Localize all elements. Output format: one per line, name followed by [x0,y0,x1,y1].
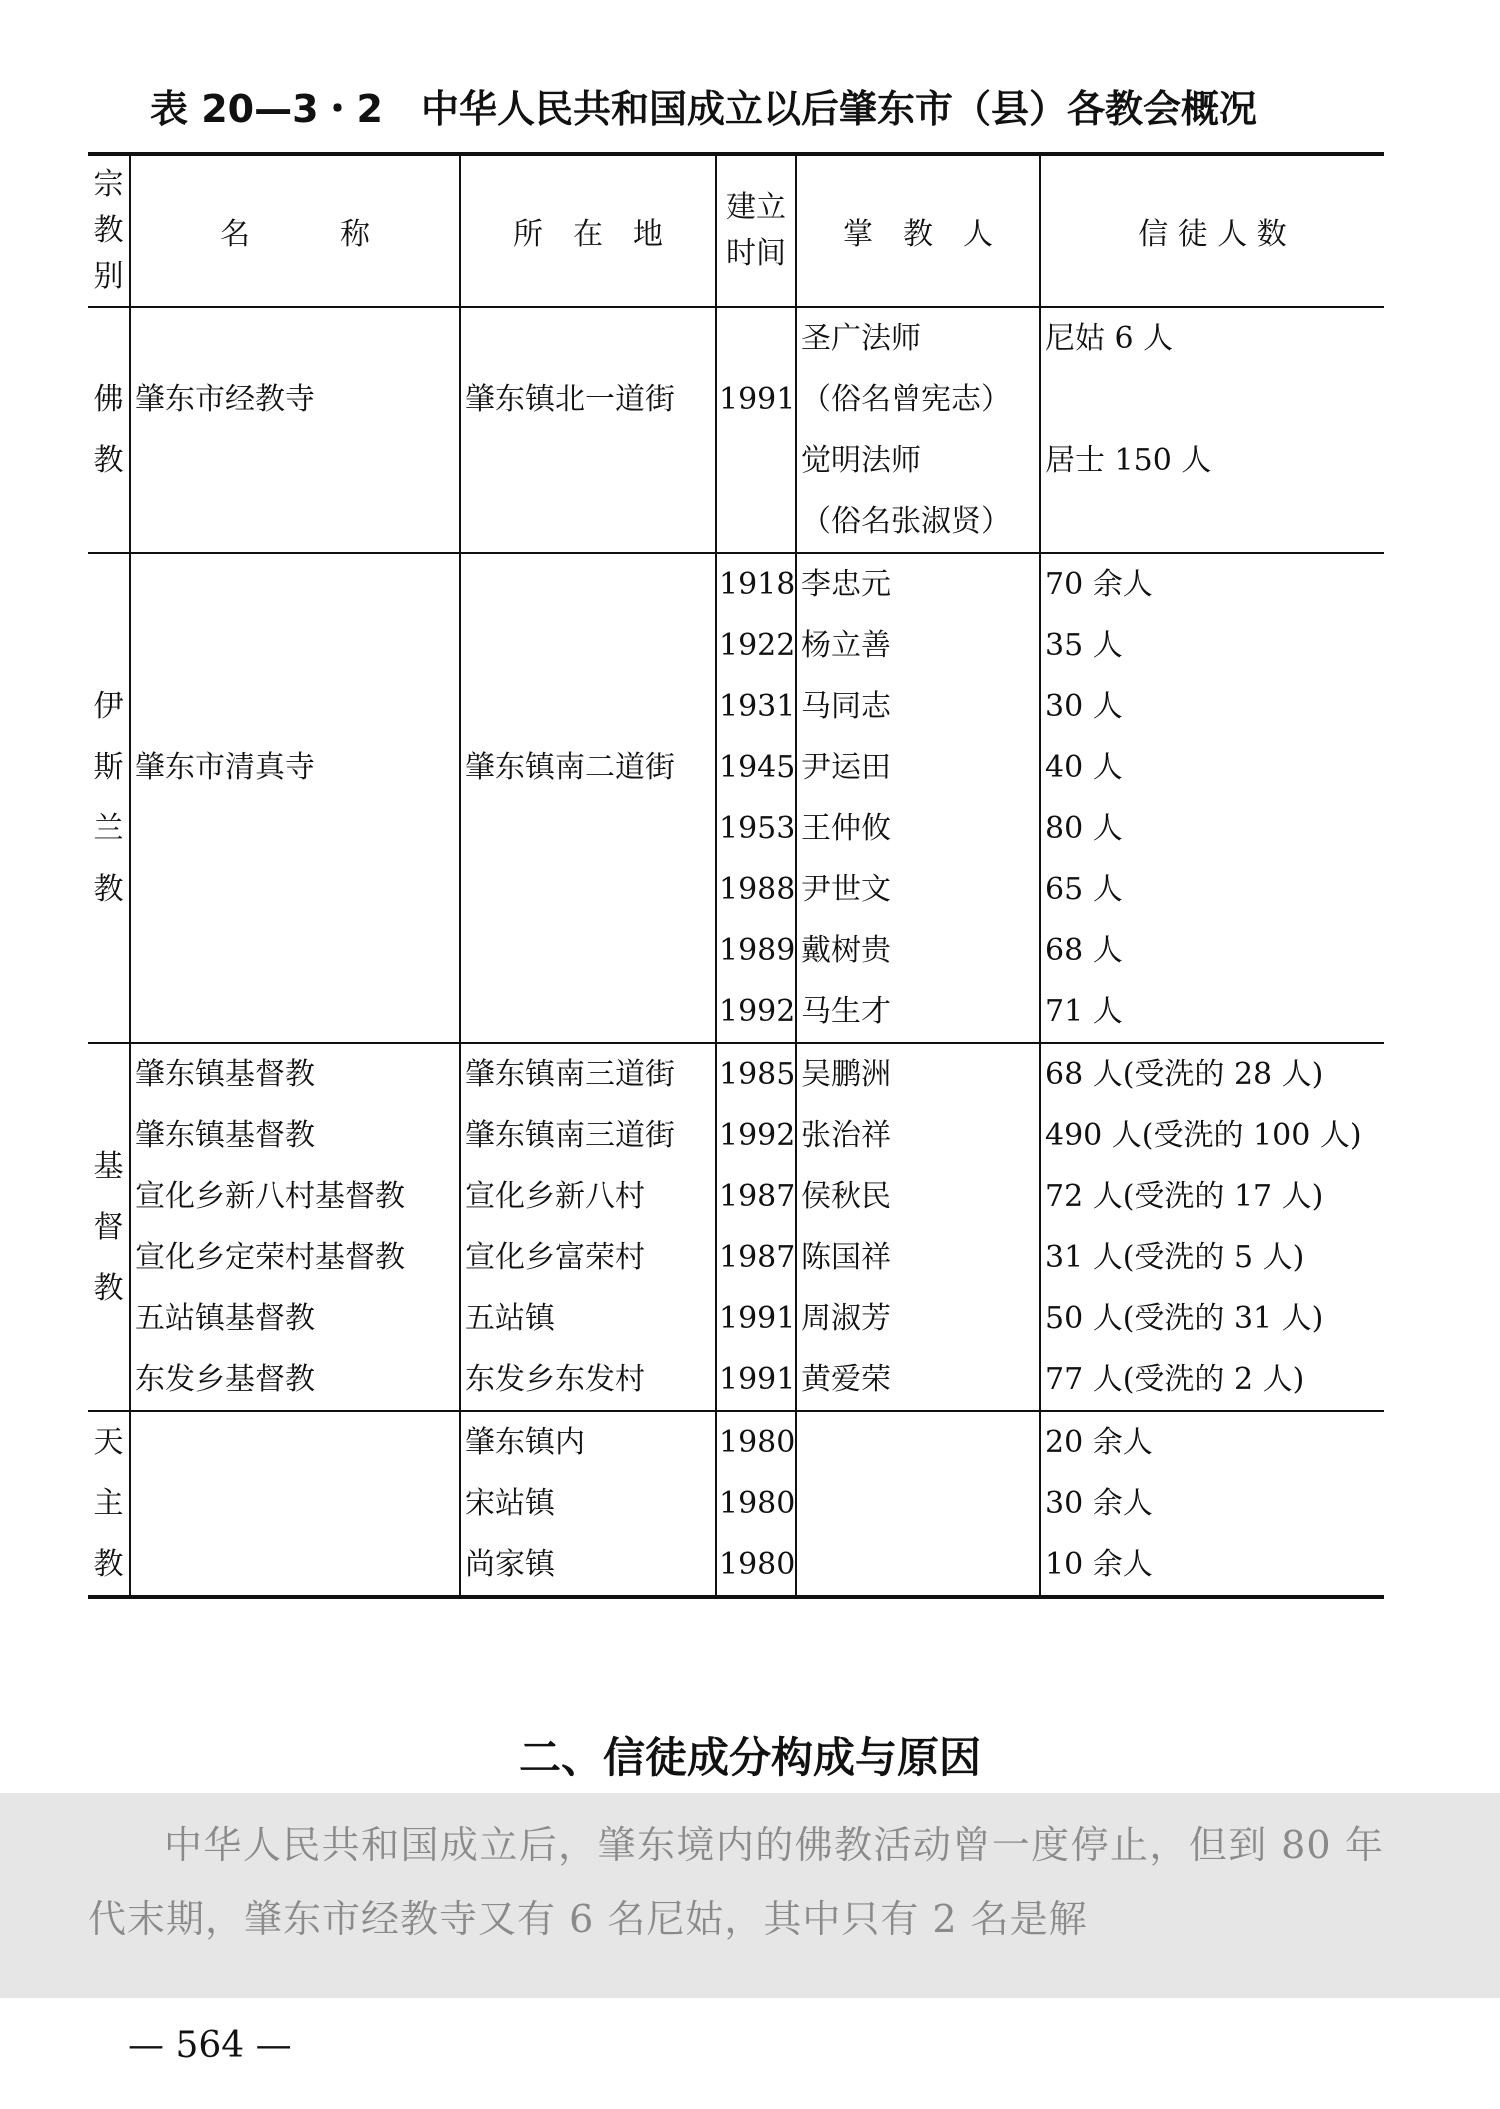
location-value: 肇东镇南二道街 [465,750,675,785]
year-value: 1931 [719,689,796,724]
churches-table-container [88,152,1384,1599]
year-value: 1945 [719,750,796,785]
section-title: 二、信徒成分构成与原因 [518,1733,981,1782]
churches-table [88,152,1384,1599]
leader-value: 侯秋民 [801,1179,891,1214]
year-cell [716,1411,796,1597]
location-value: 五站镇 [465,1301,555,1336]
religion-cell [88,307,130,553]
leader-cell [796,1043,1040,1411]
followers-value: 77 人(受洗的 2 人) [1045,1362,1305,1397]
name-value [135,308,455,369]
location-value [465,308,711,369]
location-value [465,981,711,1042]
followers-value [1045,491,1380,552]
name-value [135,1473,455,1534]
name-value: 肇东镇基督教 [135,1057,315,1092]
header-religion: 宗教别 [88,154,130,307]
table-group-row [88,1043,1384,1411]
body-paragraph: 中华人民共和国成立后，肇东境内的佛教活动曾一度停止，但到 80 年代末期，肇东市经教寺又有 6 名尼姑，其中只有 2 名是解 [88,1823,1384,1941]
leader-value: 李忠元 [801,567,891,602]
name-value: 东发乡基督教 [135,1362,315,1397]
year-value: 1918 [719,567,796,602]
name-value [135,798,455,859]
name-value [135,615,455,676]
name-value: 肇东镇基督教 [135,1118,315,1153]
followers-value: 31 人(受洗的 5 人) [1045,1240,1305,1275]
religion-cell [88,1411,130,1597]
followers-value: 68 人(受洗的 28 人) [1045,1057,1324,1092]
followers-value: 尼姑 6 人 [1045,321,1174,356]
header-name: 名 称 [130,154,460,307]
leader-value: （俗名曾宪志） [801,382,1011,417]
year-value: 1992 [719,994,796,1029]
year-value: 1985 [719,1057,796,1092]
followers-value: 35 人 [1045,628,1123,663]
year-value: 1980 [719,1486,796,1521]
year-cell [716,307,796,553]
name-value [135,491,455,552]
location-value: 肇东镇北一道街 [465,382,675,417]
year-value [719,430,793,491]
header-followers: 信 徒 人 数 [1040,154,1384,307]
leader-value: （俗名张淑贤） [801,504,1011,539]
followers-cell [1040,307,1384,553]
location-value: 宣化乡富荣村 [465,1240,645,1275]
year-value: 1953 [719,811,796,846]
table-group-row [88,1411,1384,1597]
name-cell [130,1043,460,1411]
table-group-row [88,307,1384,553]
followers-value: 70 余人 [1045,567,1153,602]
name-value [135,859,455,920]
religion-label: 佛教 [93,382,124,478]
page-number: — 564 — [128,2025,292,2066]
religion-cell [88,553,130,1043]
location-value: 肇东镇内 [465,1425,585,1460]
table-header-row [88,154,1384,307]
year-value: 1991 [719,1362,796,1397]
header-year: 建立时间 [716,154,796,307]
leader-value: 尹世文 [801,872,891,907]
location-value [465,676,711,737]
leader-cell [796,307,1040,553]
location-value: 肇东镇南三道街 [465,1057,675,1092]
name-value: 肇东市清真寺 [135,750,315,785]
location-value [465,798,711,859]
location-value [465,859,711,920]
year-value [719,308,793,369]
followers-value [1045,369,1380,430]
year-value: 1987 [719,1179,796,1214]
location-value [465,554,711,615]
name-value [135,430,455,491]
location-cell [460,553,716,1043]
followers-value: 80 人 [1045,811,1123,846]
location-value [465,615,711,676]
name-value: 五站镇基督教 [135,1301,315,1336]
location-value [465,430,711,491]
followers-value: 居士 150 人 [1045,443,1212,478]
leader-value: 尹运田 [801,750,891,785]
followers-value: 30 余人 [1045,1486,1153,1521]
leader-value: 马同志 [801,689,891,724]
year-cell [716,1043,796,1411]
leader-value: 张治祥 [801,1118,891,1153]
leader-value [801,1534,1035,1595]
location-value: 尚家镇 [465,1547,555,1582]
table-group-row [88,553,1384,1043]
year-value [719,491,793,552]
followers-value: 30 人 [1045,689,1123,724]
location-value: 东发乡东发村 [465,1362,645,1397]
location-value [465,491,711,552]
followers-cell [1040,1043,1384,1411]
year-value: 1980 [719,1425,796,1460]
name-cell [130,553,460,1043]
year-cell [716,553,796,1043]
followers-value: 65 人 [1045,872,1123,907]
leader-value [801,1473,1035,1534]
year-value: 1988 [719,872,796,907]
followers-value: 40 人 [1045,750,1123,785]
name-value [135,920,455,981]
religion-cell [88,1043,130,1411]
name-value [135,676,455,737]
name-value: 宣化乡新八村基督教 [135,1179,405,1214]
name-value: 宣化乡定荣村基督教 [135,1240,405,1275]
year-value: 1922 [719,628,796,663]
followers-value: 72 人(受洗的 17 人) [1045,1179,1324,1214]
name-cell [130,1411,460,1597]
name-value: 肇东市经教寺 [135,382,315,417]
name-value [135,554,455,615]
table-title: 表 20—3・2 中华人民共和国成立以后肇东市（县）各教会概况 [150,87,1257,131]
year-value: 1989 [719,933,796,968]
leader-value [801,1412,1035,1473]
followers-value: 490 人(受洗的 100 人) [1045,1118,1362,1153]
followers-cell [1040,553,1384,1043]
followers-value: 50 人(受洗的 31 人) [1045,1301,1324,1336]
year-value: 1980 [719,1547,796,1582]
leader-cell [796,1411,1040,1597]
location-cell [460,1043,716,1411]
location-value [465,920,711,981]
leader-value: 圣广法师 [801,321,921,356]
name-value [135,1534,455,1595]
leader-value: 周淑芳 [801,1301,891,1336]
name-cell [130,307,460,553]
leader-value: 黄爱荣 [801,1362,891,1397]
followers-cell [1040,1411,1384,1597]
followers-value: 10 余人 [1045,1547,1153,1582]
leader-value: 戴树贵 [801,933,891,968]
followers-value: 20 余人 [1045,1425,1153,1460]
table-body [88,307,1384,1597]
religion-label: 基督教 [93,1148,124,1306]
year-value: 1991 [719,382,796,417]
religion-label: 伊斯兰教 [93,689,124,907]
leader-value: 吴鹏洲 [801,1057,891,1092]
leader-value: 陈国祥 [801,1240,891,1275]
location-value: 肇东镇南三道街 [465,1118,675,1153]
header-leader: 掌 教 人 [796,154,1040,307]
leader-cell [796,553,1040,1043]
leader-value: 杨立善 [801,628,891,663]
location-value: 宣化乡新八村 [465,1179,645,1214]
header-location: 所 在 地 [460,154,716,307]
name-value [135,1412,455,1473]
year-value: 1991 [719,1301,796,1336]
name-value [135,981,455,1042]
location-cell [460,1411,716,1597]
followers-value: 68 人 [1045,933,1123,968]
religion-label: 天主教 [93,1425,124,1582]
year-value: 1992 [719,1118,796,1153]
leader-value: 王仲攸 [801,811,891,846]
leader-value: 马生才 [801,994,891,1029]
followers-value: 71 人 [1045,994,1123,1029]
year-value: 1987 [719,1240,796,1275]
location-cell [460,307,716,553]
location-value: 宋站镇 [465,1486,555,1521]
leader-value: 觉明法师 [801,443,921,478]
